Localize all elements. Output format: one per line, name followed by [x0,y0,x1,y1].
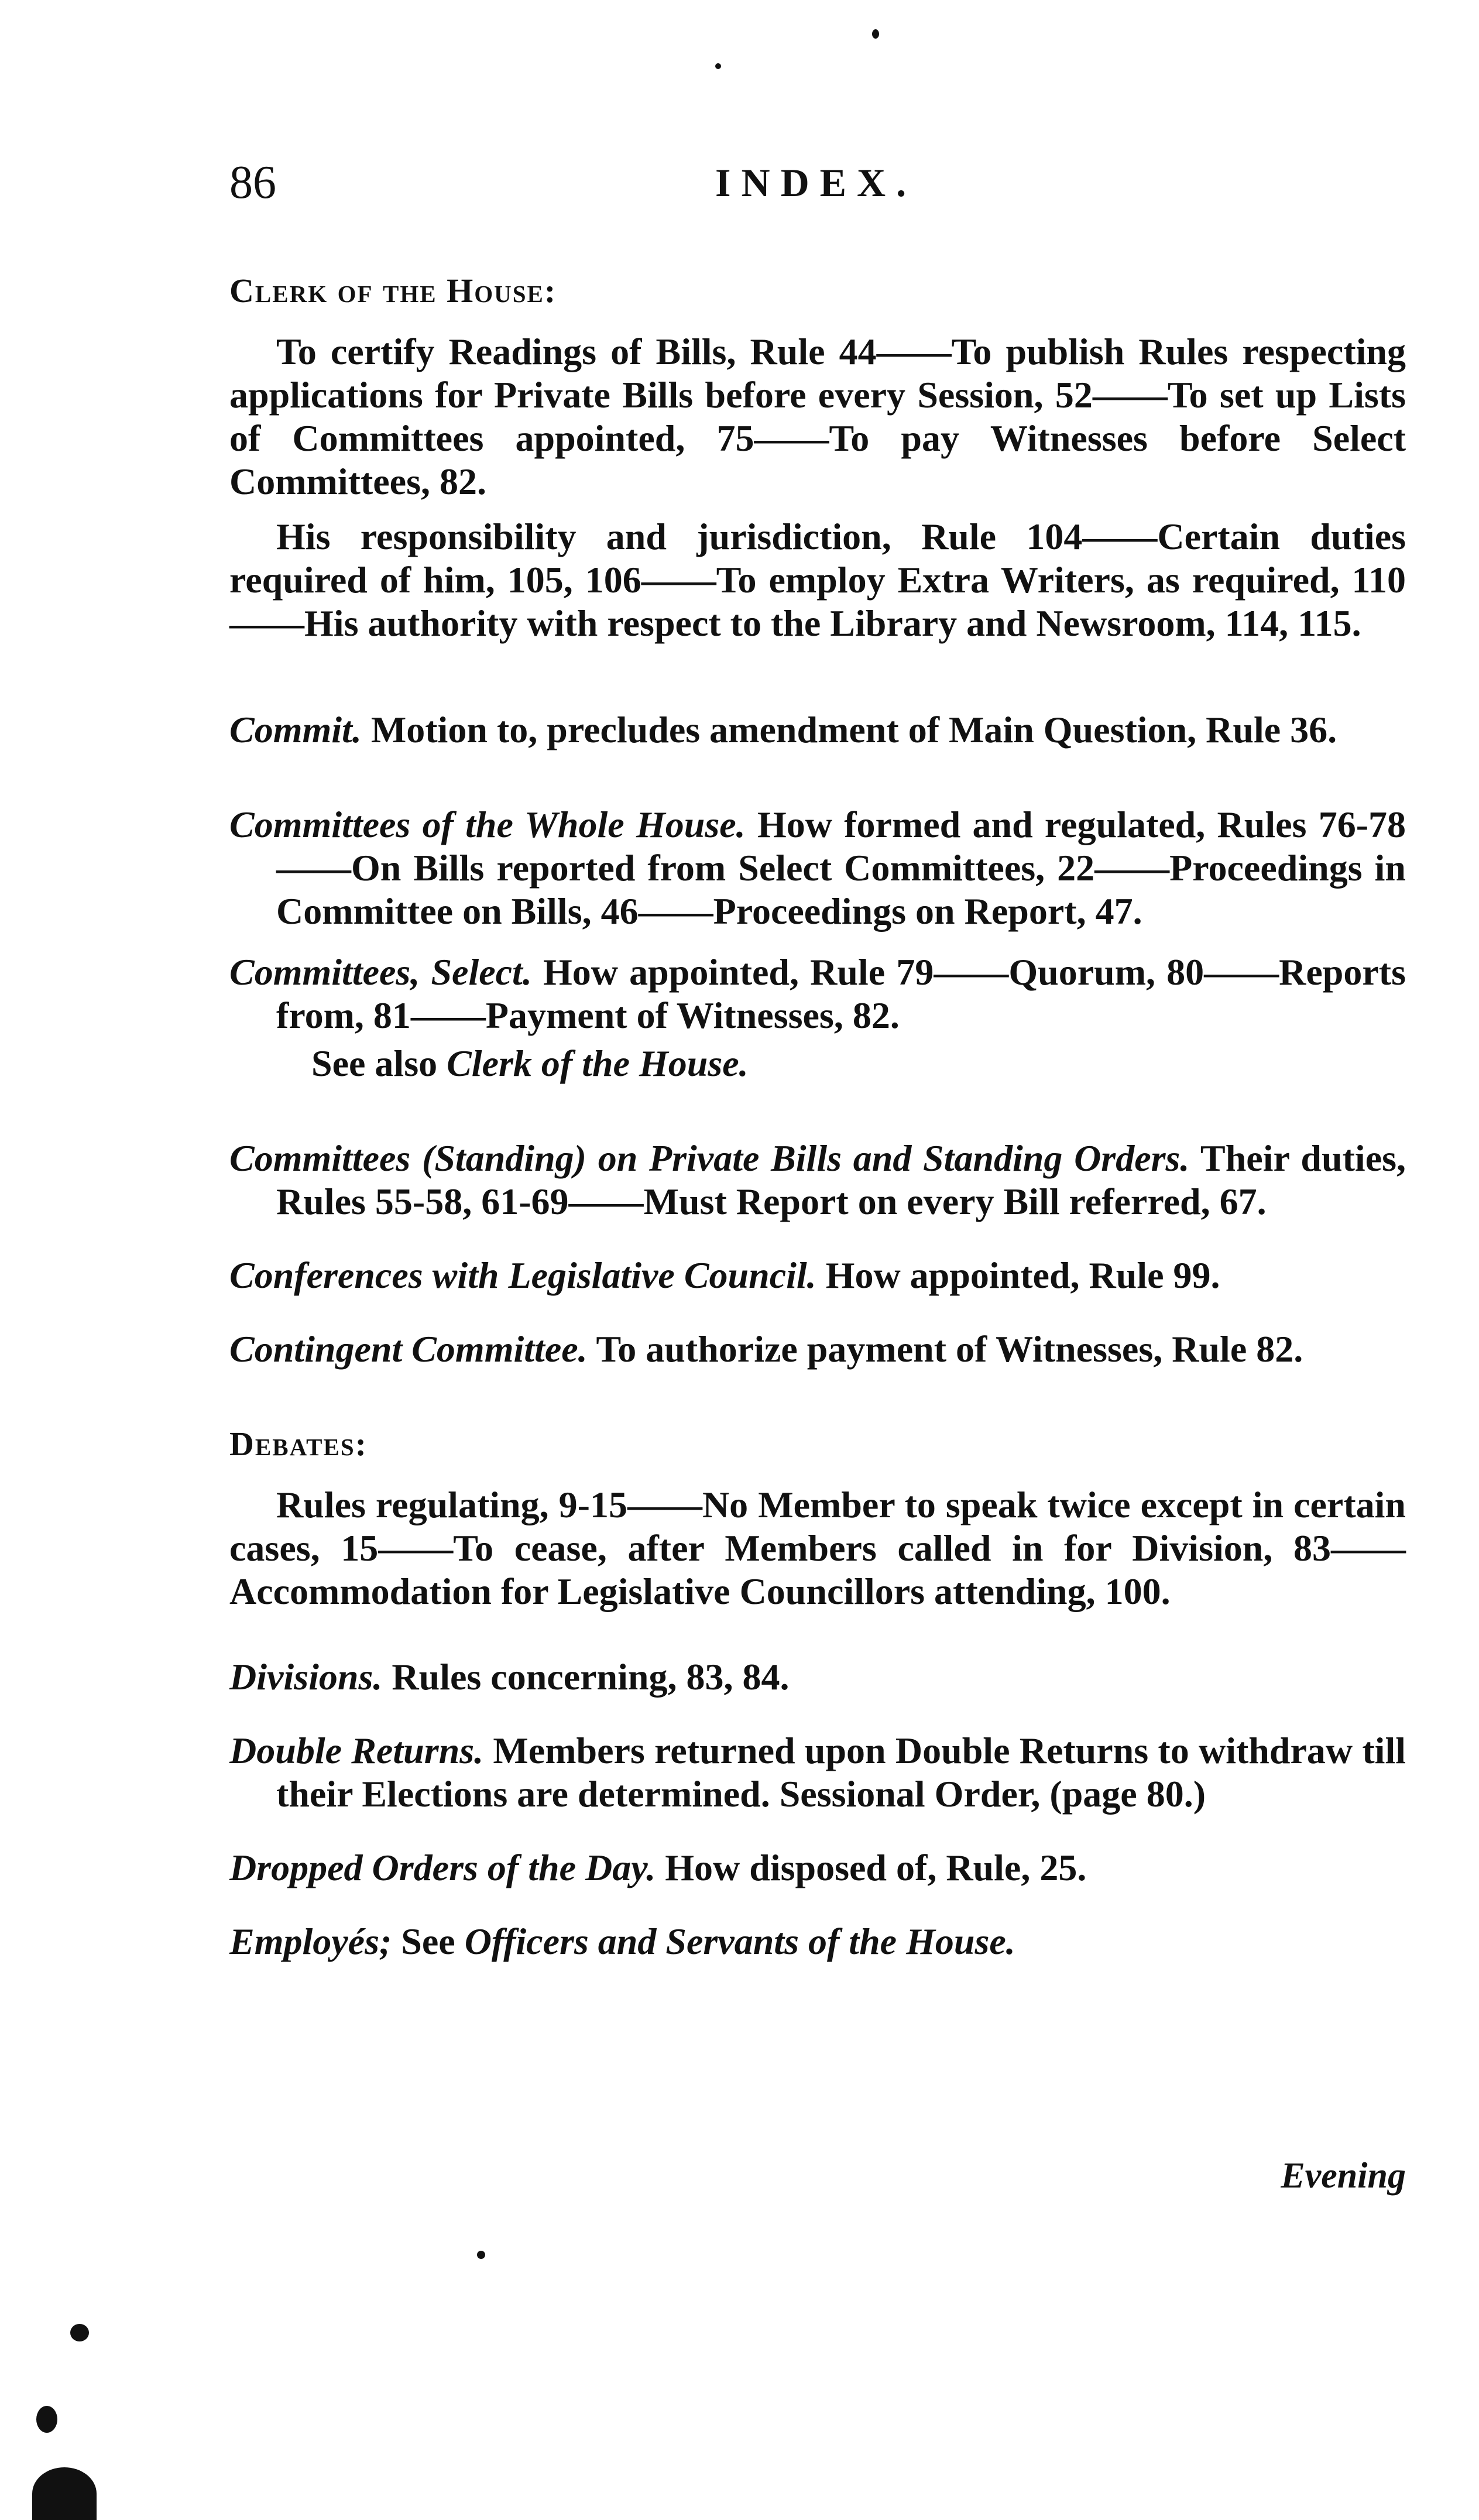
entry-text: How appointed, Rule 79——Quorum, 80——Reports from, 81——Payment of Witnesses, 82. [276,951,1406,1036]
clerk-paragraph-1: To certify Readings of Bills, Rule 44——To publish Rules respecting applications for Private Bills before every Session, 52——To set up Lists of Committees appointed, 75——To pay Witnesses before Select Committees, 82. [229,331,1406,502]
entry-text: How appointed, Rule 99. [825,1254,1220,1296]
entry-term: Employés; [229,1921,392,1962]
entry-employes [229,1920,1406,1963]
entry-text: How formed and regulated, Rules 76-78——On Bills reported from Select Committees, 22——Proceedings in Committee on Bills, 46——Proceedings on Report, 47. [276,804,1406,932]
entry-term: Committees, Select. [229,951,532,993]
entry-dropped-orders [229,1846,1406,1890]
entry-term: Committees (Standing) on Private Bills and Standing Orders. [229,1137,1190,1179]
section-heading-debates: Debates: [229,1425,368,1463]
entry-text: To authorize payment of Witnesses, Rule 82. [596,1328,1303,1370]
entry-commit [229,708,1406,752]
entry-term: Commit. [229,709,362,750]
entry-committees-whole-house [229,803,1406,933]
print-speck [32,2467,97,2520]
see-also-prefix: See also [311,1043,438,1084]
page-number: 86 [229,157,276,208]
print-speck [70,2324,89,2341]
page-header [229,153,1400,212]
entry-divisions [229,1655,1406,1699]
see-prefix: See [401,1921,455,1962]
debates-paragraph: Rules regulating, 9-15——No Member to speak twice except in certain cases, 15——To cease, after Members called in for Division, 83——Accommodation for Legislative Councillors attending, 100. [229,1484,1406,1612]
entry-double-returns [229,1729,1406,1816]
entry-conferences [229,1254,1406,1297]
entry-committees-select [229,951,1406,1037]
entry-text: Rules concerning, 83, 84. [392,1656,790,1698]
entry-text: Members returned upon Double Returns to withdraw till their Elections are determined. Sessional Order, (page 80.) [276,1730,1406,1815]
entry-committees-standing [229,1137,1406,1223]
section-heading-clerk: Clerk of the House: [229,272,557,310]
entry-term: Divisions. [229,1656,383,1698]
print-speck [477,2251,485,2259]
entry-text: Their duties, Rules 55-58, 61-69——Must Report on every Bill referred, 67. [276,1137,1406,1222]
print-speck [715,63,721,69]
entry-term: Committees of the Whole House. [229,804,746,845]
entry-term: Contingent Committee. [229,1328,588,1370]
clerk-paragraph-2: His responsibility and jurisdiction, Rule 104——Certain duties required of him, 105, 106——To employ Extra Writers, as required, 110——His authority with respect to the Library and Newsroom, 114, 115. [229,516,1406,644]
see-also-target: Clerk of the House. [447,1043,749,1084]
entry-term: Conferences with Legislative Council. [229,1254,816,1296]
entry-term: Double Returns. [229,1730,484,1771]
see-target: Officers and Servants of the House. [464,1921,1015,1962]
see-also-reference [229,1042,1406,1085]
running-title: INDEX. [715,160,917,205]
print-speck [36,2406,57,2433]
entry-contingent-committee [229,1328,1406,1371]
entry-text: Motion to, precludes amendment of Main Question, Rule 36. [370,709,1337,750]
print-speck [872,29,879,39]
entry-term: Dropped Orders of the Day. [229,1847,656,1888]
entry-text: How disposed of, Rule, 25. [665,1847,1087,1888]
catchword: Evening [1281,2156,1406,2196]
index-content [229,269,1406,1963]
